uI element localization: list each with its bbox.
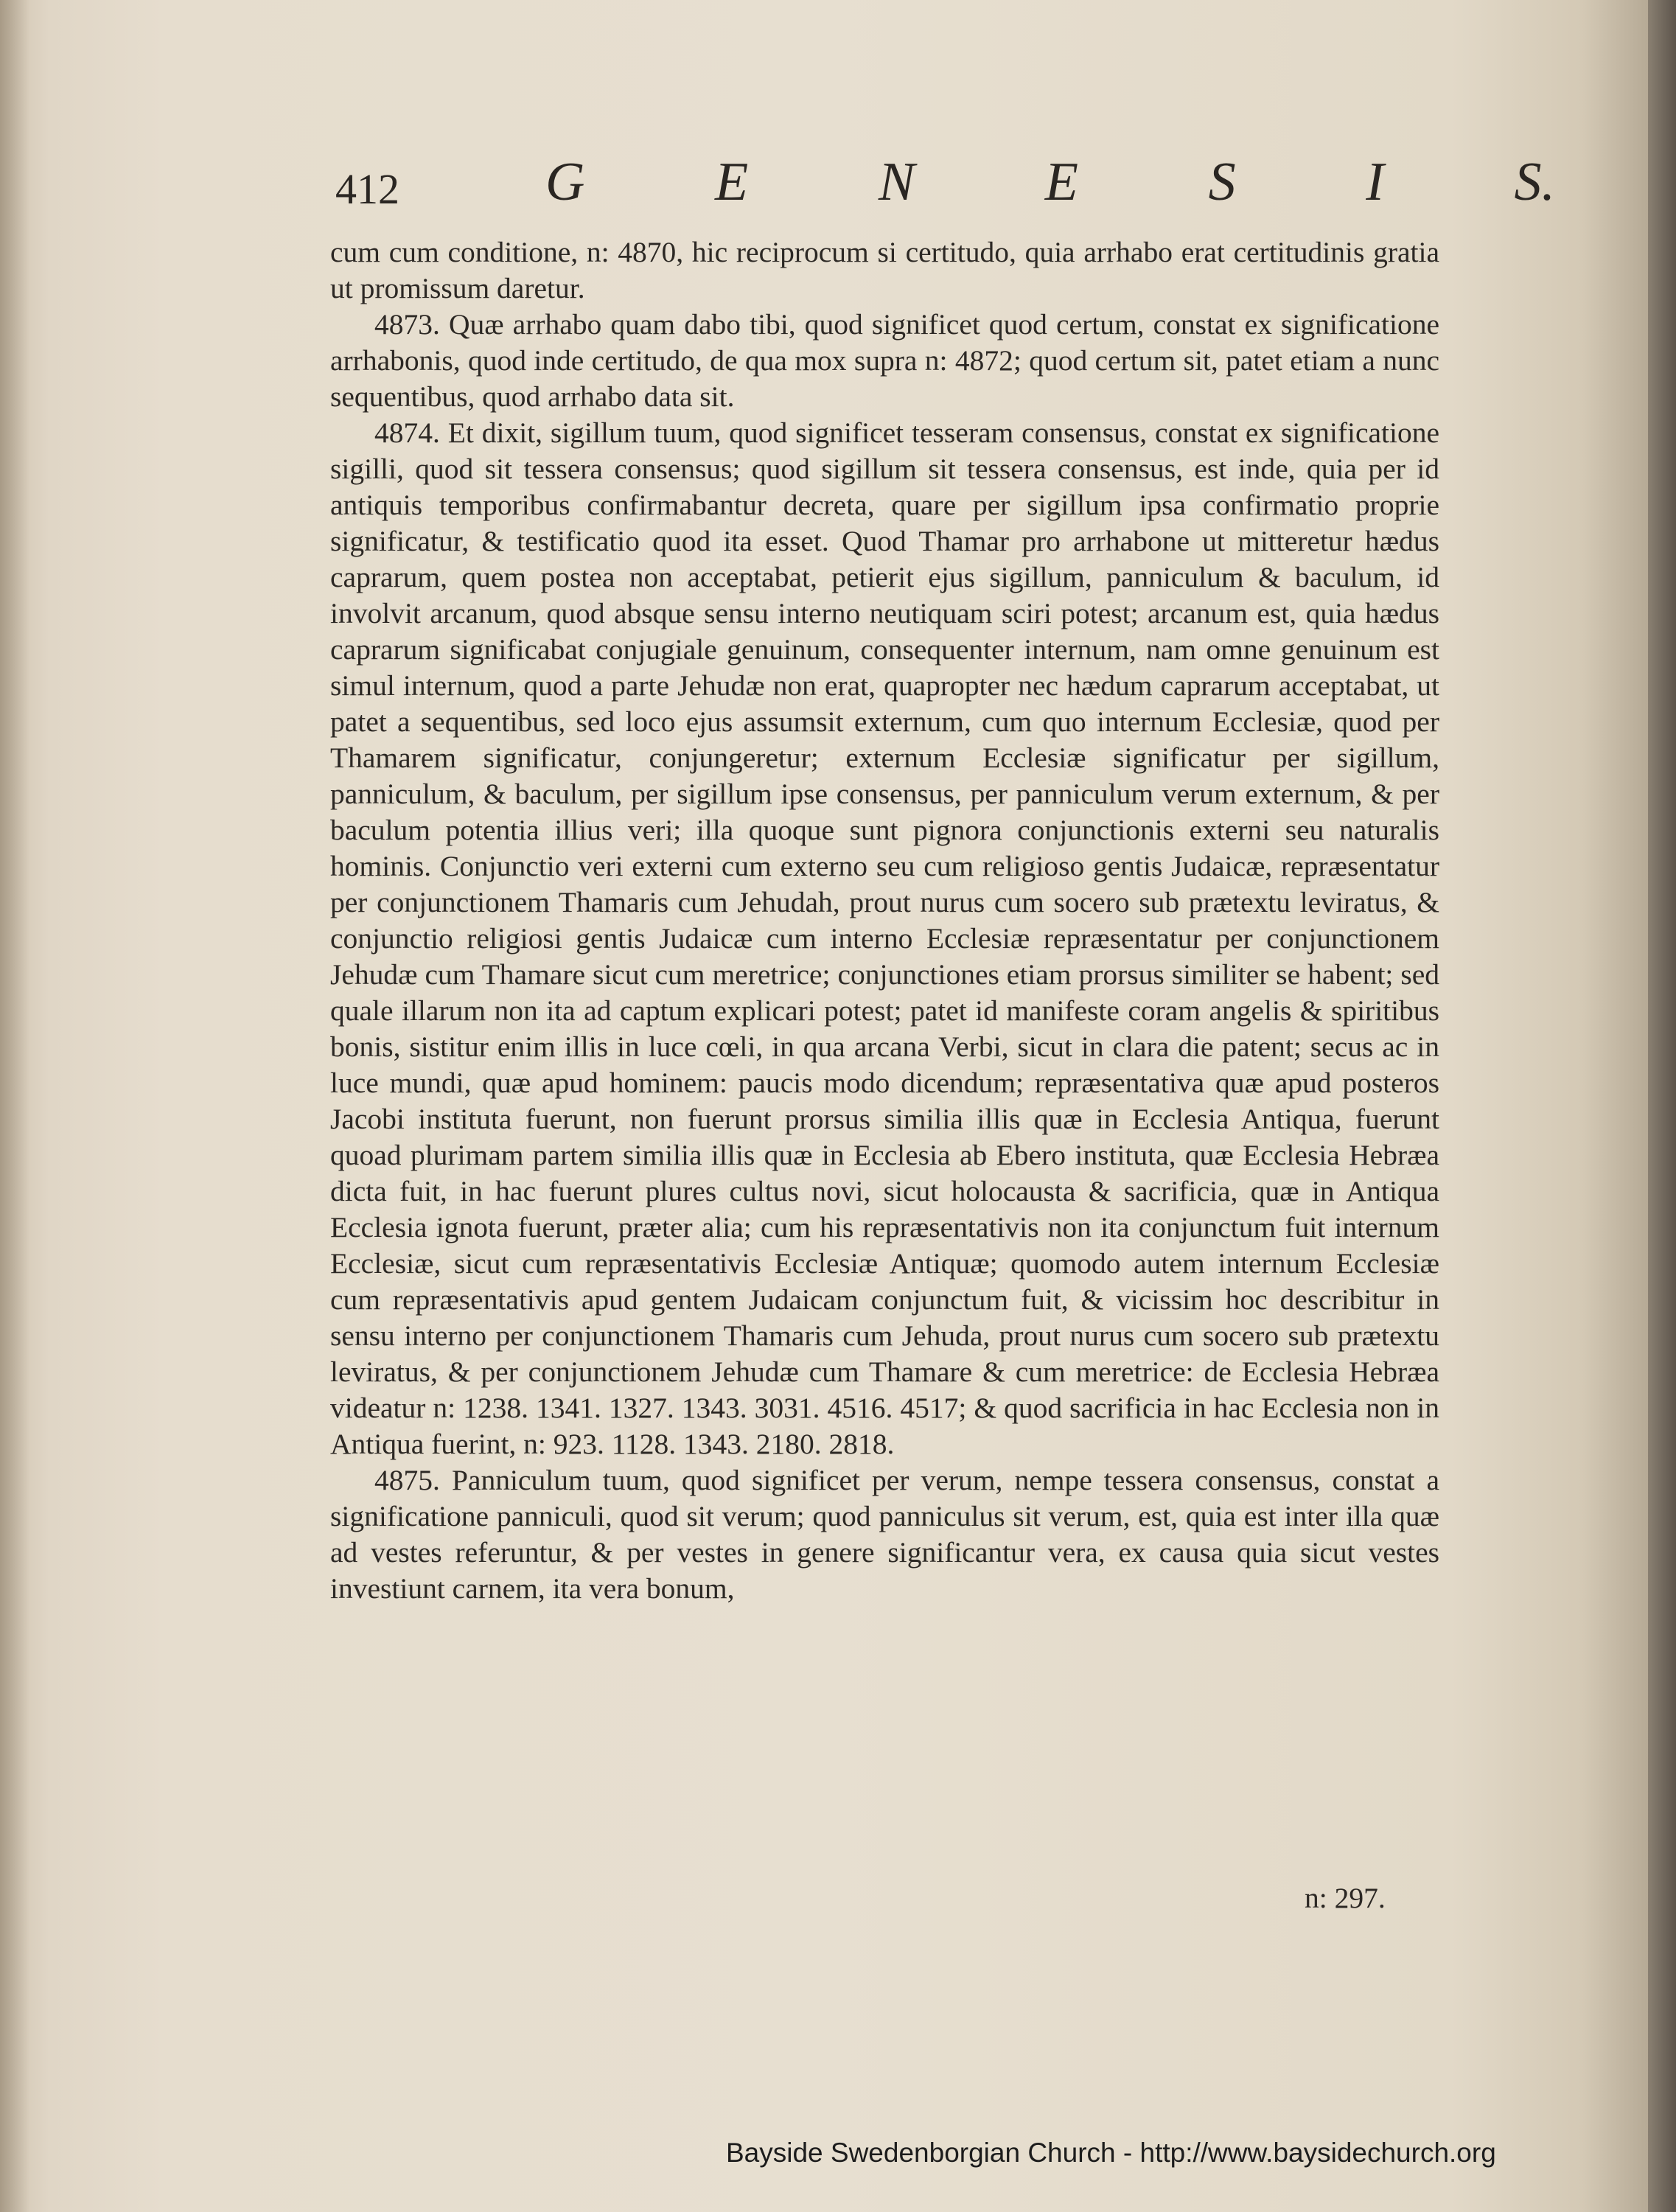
- body-text: [330, 234, 1439, 1607]
- binding-shadow: [0, 0, 29, 2212]
- title-letter: G: [545, 152, 585, 212]
- title-letter: E: [1044, 152, 1078, 212]
- running-title: [545, 151, 1555, 214]
- paragraph: 4874. Et dixit, sigillum tuum, quod significet tesseram consensus, constat ex significatione sigilli, quod sit tessera consensus; quod sigillum sit tessera consensus, est inde, quia per id antiquis temporibus confirmabantur decreta, quare per sigillum ipsa confirmatio proprie significatur, & testificatio quod ita esset. Quod Thamar pro arrhabone ut mitteretur hædus caprarum, quem postea non acceptabat, petierit ejus sigillum, panniculum & baculum, id involvit arcanum, quod absque sensu interno neutiquam sciri potest; arcanum est, quia hædus caprarum significabat conjugiale genuinum, consequenter internum, nam omne genuinum est simul internum, quod a parte Jehudæ non erat, quapropter nec hædum caprarum acceptabat, ut patet a sequentibus, sed loco ejus assumsit externum, cum quo internum Ecclesiæ, quod per Thamarem significatur, conjungeretur; externum Ecclesiæ significatur per sigillum, panniculum, & baculum, per sigillum ipse consensus, per panniculum verum externum, & per baculum potentia illius veri; illa quoque sunt pignora conjunctionis externi seu naturalis hominis. Conjunctio veri externi cum externo seu cum religioso gentis Judaicæ, repræsentatur per conjunctionem Thamaris cum Jehudah, prout nurus cum socero sub prætextu leviratus, & conjunctio religiosi gentis Judaicæ cum interno Ecclesiæ repræsentatur per conjunctionem Jehudæ cum Thamare sicut cum meretrice; conjunctiones etiam prorsus similiter se habent; sed quale illarum non ita ad captum explicari potest; patet id manifeste coram angelis & spiritibus bonis, sistitur enim illis in luce cœli, in qua arcana Verbi, sicut in clara die patent; secus ac in luce mundi, quæ apud hominem: paucis modo dicendum; repræsentativa quæ apud posteros Jacobi instituta fuerunt, non fuerunt prorsus similia illis quæ in Ecclesia Antiqua, fuerunt quoad plurimam partem similia illis quæ in Ecclesia ab Ebero instituta, quæ Ecclesia Hebræa dicta fuit, in hac fuerunt plures cultus novi, sicut holocausta & sacrificia, quæ in Antiqua Ecclesia ignota fuerunt, præter alia; cum his repræsentativis non ita conjunctum fuit internum Ecclesiæ, sicut cum repræsentativis Ecclesiæ Antiquæ; quomodo autem internum Ecclesiæ cum repræsentativis apud gentem Judaicam conjunctum fuit, & vicissim hoc describitur in sensu interno per conjunctionem Thamaris cum Jehuda, prout nurus cum socero sub prætextu leviratus, & per conjunctionem Jehudæ cum Thamare & cum meretrice: de Ecclesia Hebræa videatur n: 1238. 1341. 1327. 1343. 3031. 4516. 4517; & quod sacrificia in hac Ecclesia non in Antiqua fuerint, n: 923. 1128. 1343. 2180. 2818.: [330, 416, 1439, 1460]
- catchword: n: 297.: [1305, 1882, 1386, 1914]
- watermark-text: Bayside Swedenborgian Church - http://www.baysidechurch.org: [726, 2138, 1496, 2168]
- title-letter: N: [878, 152, 915, 212]
- title-letter: S.: [1514, 152, 1555, 212]
- paragraph: cum cum conditione, n: 4870, hic reciprocum si certitudo, quia arrhabo erat certitudinis gratia ut promissum daretur.: [330, 236, 1439, 304]
- paragraph: 4873. Quæ arrhabo quam dabo tibi, quod significet quod certum, constat ex significatione arrhabonis, quod inde certitudo, de qua mox supra n: 4872; quod certum sit, patet etiam a nunc sequentibus, quod arrhabo data sit.: [330, 308, 1439, 413]
- page-number: 412: [335, 165, 399, 213]
- paragraph: 4875. Panniculum tuum, quod significet per verum, nempe tessera consensus, constat a significatione panniculi, quod sit verum; quod panniculus sit verum, est, quia est inter illa quæ ad vestes referuntur, & per vestes in genere significantur vera, ex causa quia sicut vestes investiunt carnem, ita vera bonum,: [330, 1464, 1439, 1605]
- title-letter: S: [1208, 152, 1236, 212]
- page-edge: [1648, 0, 1676, 2212]
- title-letter: E: [715, 152, 749, 212]
- title-letter: I: [1366, 152, 1384, 212]
- running-header: [335, 151, 1555, 217]
